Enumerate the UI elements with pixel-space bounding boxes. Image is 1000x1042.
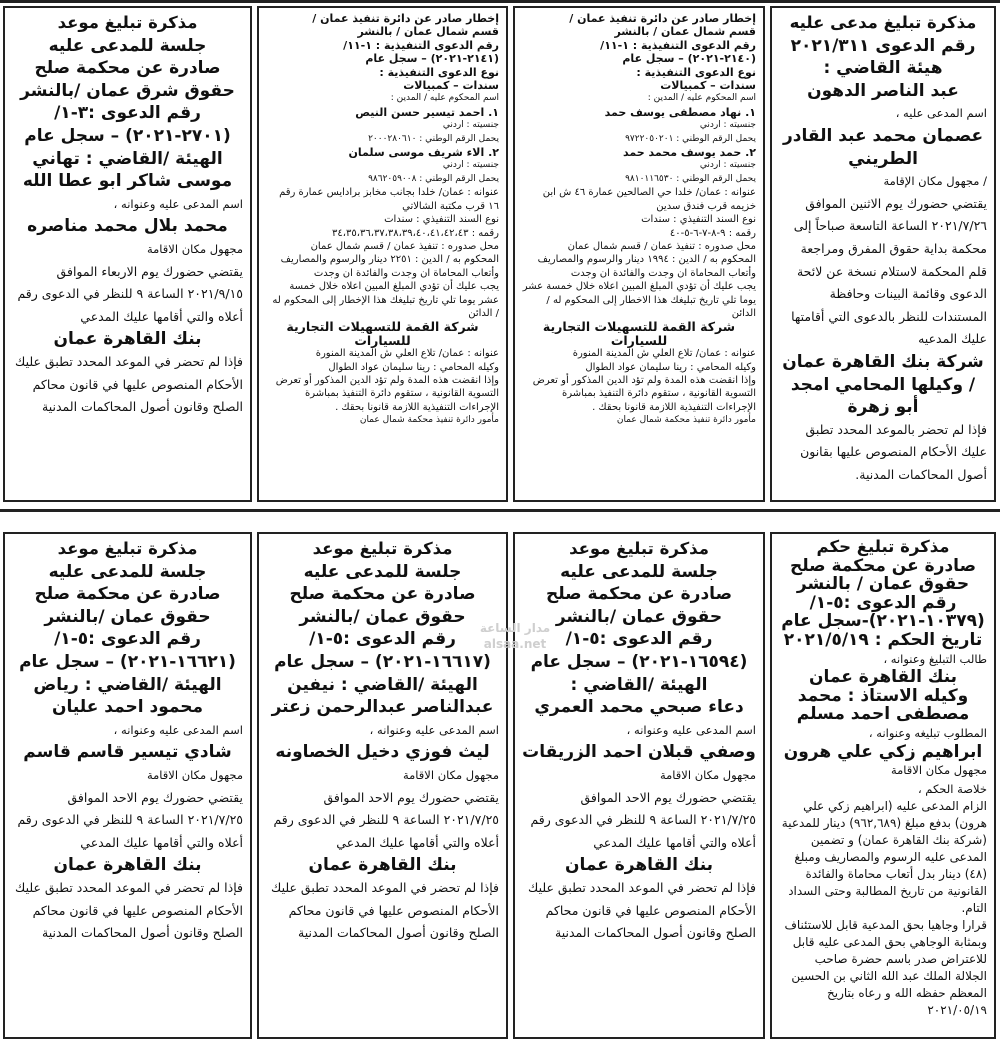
judge-name: عبد الناصر الدهون [807, 80, 959, 101]
notice-head: إخطار صادر عن دائرة تنفيذ عمان / [312, 12, 499, 25]
defendant-label: اسم المدعى عليه وعنوانه ، [369, 722, 499, 737]
judge-name: عبدالناصر عبدالرحمن زعتر [271, 697, 494, 718]
notice-appointment-1 [513, 532, 765, 1039]
bond-type: نوع السند التنفيذي : سندات [384, 214, 499, 226]
case-number: رقم الدعوى التنفيذية : ١-١١/ [343, 38, 499, 52]
panel-label: الهيئة /القاضي : رياض [33, 674, 222, 695]
debtor-2: ٢. الاء شريف موسى سلمان [348, 146, 499, 160]
case-register: (١٦٦٢١-٢٠٢١) – سجل عام [19, 651, 236, 672]
debtor-2-id: يحمل الرقم الوطني : ٩٨٦٢٠٥٩٠٠٨ [368, 173, 499, 184]
target-address: مجهول مكان الاقامة [890, 763, 987, 778]
panel-label: الهيئة /القاضي : [570, 674, 708, 695]
debtor-1: ١. احمد تيسير حسن النيص [355, 105, 499, 119]
notice-subtitle-2: حقوق عمان / بالنشر [796, 574, 970, 595]
case-number: رقم الدعوى :٥-١/ [565, 629, 713, 650]
notice-execution-2 [257, 6, 508, 502]
plaintiff-name: شركة بنك القاهرة عمان / وكيلها المحامي امجد أبو زهرة [782, 351, 984, 418]
notice-subtitle-1: جلسة للمدعى عليه [48, 35, 207, 56]
notice-appointment-top [3, 6, 252, 502]
notice-body: يقتضي حضورك يوم الاحد الموافق ٢٠٢١/٧/٢٥ الساعة ٩ للنظر في الدعوى رقم أعلاه والتي أقامها عليك المدعي [530, 789, 756, 850]
case-register: (١٦٥٩٤-٢٠٢١) – سجل عام [530, 651, 748, 672]
notice-title: مذكرة تبليغ موعد [57, 539, 198, 558]
plaintiff-name: بنك القاهرة عمان [308, 855, 457, 876]
case-number: رقم الدعوى ٢٠٢١/٣١١ [790, 35, 976, 56]
case-type: سندات – كمبيالات [403, 79, 499, 93]
defendant-name: شادي تيسير قاسم قاسم [23, 742, 232, 763]
target-label: المطلوب تبليغه وعنوانه ، [868, 725, 987, 740]
payment-demand: يجب عليك أن تؤدي المبلغ المبين اعلاه خلال خمسة عشر يوما تلي تاريخ تبليغك هذا الإخطار إلى المحكوم له / الدائن [272, 281, 499, 319]
case-register: (٢١٤٠-٢٠٢١) – سجل عام [622, 52, 756, 66]
creditor-address: عنوانه : عمان/ تلاع العلي ش المدينة المنورة [315, 348, 499, 360]
notice-judgment [770, 532, 996, 1039]
judge-name: موسى شاكر ابو عطا الله [22, 171, 233, 192]
summary-label: خلاصة الحكم ، [917, 781, 987, 796]
notice-body: يقتضي حضورك يوم الاثنين الموافق ٢٠٢١/٧/٢٦ الساعة التاسعة صباحاً إلى محكمة بداية حقوق المفرق ومراجعة قلم المحكمة لاستلام نسخة عن لائحة الدعوى وقائمة البينات وحافظة المستندات للنظر بالدعوى التي أقامتها عليك المدعيه [791, 195, 987, 347]
defendant-label: اسم المدعى عليه وعنوانه ، [113, 722, 243, 737]
debtor-1-id: يحمل الرقم الوطني : ٩٧٢٢٠٥٠٢٠١ [625, 133, 756, 144]
notice-subtitle-2: صادرة عن محكمة صلح [289, 584, 476, 605]
notice-appointment-3 [3, 532, 252, 1039]
watermark-latin: alsaa.net [483, 637, 547, 651]
debtor-address: عنوانه : عمان/ خلدا بجانب مخابز برادايس عمارة رقم ١٦ قرب مكتبة الشالاتي [279, 187, 499, 212]
bond-number: رقمه : ٣٤،٣٥،٣٦،٣٧،٣٨،٣٩،٤٠،٤١،٤٢،٤٣ [332, 227, 499, 239]
case-type: سندات – كمبيالات [660, 79, 756, 93]
notice-head-2: قسم شمال عمان / بالنشر [357, 25, 499, 39]
notice-subtitle-2: صادرة عن محكمة صلح [34, 584, 221, 605]
notice-closing: فإذا لم تحضر في الموعد المحدد تطبق عليك الأحكام المنصوص عليها في قانون محاكم الصلح وقانون أصول المحاكمات المدنية [15, 879, 243, 941]
notice-title: مذكرة تبليغ موعد [312, 539, 453, 558]
creditor-name: شركة القمة للتسهيلات التجارية للسيارات [286, 319, 479, 348]
notice-body: يقتضي حضورك يوم الاربعاء الموافق ٢٠٢١/٩/١٥ الساعة ٩ للنظر في الدعوى رقم أعلاه والتي أقامها عليك المدعي [17, 263, 243, 324]
issue-place: محل صدوره : تنفيذ عمان / قسم شمال عمان [567, 240, 756, 252]
notice-title: مذكرة تبليغ مدعى عليه [789, 13, 977, 32]
notice-subtitle-1: جلسة للمدعى عليه [303, 561, 462, 582]
notice-body: يقتضي حضورك يوم الاحد الموافق ٢٠٢١/٧/٢٥ الساعة ٩ للنظر في الدعوى رقم أعلاه والتي أقامها عليك المدعي [17, 789, 243, 850]
target-name: ابراهيم زكي علي هرون [783, 741, 983, 762]
judgment-verdict: قرارا وجاهيا بحق المدعية قابل للاستئناف وبمثابة الوجاهي بحق المدعى عليه قابل للاعتراض صدر باسم حضرة صاحب الجلالة الملك عبد الله الثاني بن الحسين المعظم حفظه الله و رعاه بتاريخ ٢٠٢١/٠٥/١٩ [784, 918, 987, 1018]
signature-line: مأمور دائرة تنفيذ محكمة شمال عمان [616, 415, 756, 426]
case-register: (٢١٤١-٢٠٢١) – سجل عام [365, 52, 499, 66]
bond-type: نوع السند التنفيذي : سندات [641, 214, 756, 226]
watermark-arabic: مدار الساعة [479, 621, 551, 635]
creditor-lawyer: وكيله المحامي : رينا سليمان عواد الطوال [585, 361, 756, 373]
case-number: رقم الدعوى :٣-١/ [54, 103, 201, 124]
defendant-label: اسم المدعى عليه وعنوانه ، [626, 722, 756, 737]
judge-name: محمود احمد عليان [51, 697, 204, 718]
notice-closing: فإذا لم تحضر في الموعد المحدد تطبق عليك الأحكام المنصوص عليها في قانون محاكم الصلح وقانون أصول المحاكمات المدنية [528, 879, 756, 941]
defendant-label: اسم المدعى عليه وعنوانه ، [113, 196, 243, 211]
debtor-1-id: يحمل الرقم الوطني : ٢٠٠٠٢٨٠٦١٠ [368, 133, 499, 144]
notice-head-2: قسم شمال عمان / بالنشر [614, 25, 756, 39]
debtor-2-nationality: جنسيته : اردني [699, 160, 756, 171]
plaintiff-name: بنك القاهرة عمان [53, 329, 202, 350]
case-number: رقم الدعوى :٥-١/ [309, 629, 456, 650]
debtor-1-nationality: جنسيته : اردني [699, 120, 756, 131]
notice-subtitle-3: حقوق شرق عمان /بالنشر [20, 80, 235, 101]
judgment-amount: المحكوم به / الدين : ٢٢٥١ دينار والرسوم والمصاريف وأتعاب المحاماة ان وجدت والفائدة ان وجدت [280, 254, 499, 279]
defendant-address: مجهول مكان الاقامة [146, 241, 243, 256]
notice-closing: فإذا لم تحضر في الموعد المحدد تطبق عليك الأحكام المنصوص عليها في قانون محاكم الصلح وقانون أصول المحاكمات المدنية [15, 353, 243, 415]
notice-head: إخطار صادر عن دائرة تنفيذ عمان / [569, 12, 756, 25]
judge-name: دعاء صبحي محمد العمري [534, 697, 744, 718]
notice-appointment-2 [257, 532, 508, 1039]
plaintiff-name: بنك القاهرة عمان [53, 855, 202, 876]
debtor-2-id: يحمل الرقم الوطني : ٩٨١٠١١٦٥٣٠ [625, 173, 756, 184]
notice-title: مذكرة تبليغ موعد [569, 539, 709, 558]
debtor-1-nationality: جنسيته : اردني [442, 120, 499, 131]
plaintiff-name: بنك القاهرة عمان [564, 855, 714, 876]
debtor-address: عنوانه : عمان/ خلدا حي الصالحين عمارة ٤٦ ش ابن خزيمه قرب فندق سدين [542, 187, 756, 212]
case-number: رقم الدعوى :٥-١/ [809, 592, 957, 613]
issue-place: محل صدوره : تنفيذ عمان / قسم شمال عمان [310, 240, 499, 252]
notice-subtitle-3: حقوق عمان /بالنشر [44, 606, 211, 627]
panel-label: الهيئة /القاضي : تهاني [32, 148, 223, 169]
payment-demand: يجب عليك أن تؤدي المبلغ المبين اعلاه خلال خمسة عشر يوما تلي تاريخ تبليغك هذا الاخطار إلى المحكوم له / الدائن [522, 281, 756, 319]
top-rule [0, 0, 1000, 3]
judgment-body: الزام المدعى عليه (ابراهيم زكي علي هرون) بدفع مبلغ (٩٦٢,٦٨٩) دينار للمدعية (شركة بنك القاهرة عمان) و تضمين المدعى عليه الرسوم والمصاريف ومبلغ (٤٨) دينار بدل أتعاب محاماة والفائدة القانونية من تاريخ المطالبة وحتى السداد التام. [781, 799, 987, 916]
case-number: رقم الدعوى :٥-١/ [54, 629, 201, 650]
case-number: رقم الدعوى التنفيذية : ١-١١/ [600, 38, 756, 52]
middle-rule [0, 509, 1000, 512]
notice-subtitle-1: جلسة للمدعى عليه [560, 561, 718, 582]
notice-subtitle-3: حقوق عمان /بالنشر [299, 606, 466, 627]
notice-subtitle-1: جلسة للمدعى عليه [48, 561, 207, 582]
debtor-1: ١. نهاد مصطفى يوسف حمد [604, 105, 756, 119]
case-type-label: نوع الدعوى التنفيذية : [379, 65, 499, 79]
defendant-name: وصفي قبلان احمد الزريقات [522, 742, 756, 763]
notice-execution-1 [513, 6, 765, 502]
notice-subtitle-2: صادرة عن محكمة صلح [34, 58, 221, 79]
requester-name: بنك القاهرة عمان [808, 667, 958, 688]
notice-title: مذكرة تبليغ موعد [57, 13, 198, 32]
defendant-address: مجهول مكان الاقامة [146, 767, 243, 782]
defendant-name: عصمان محمد عبد القادر الطريني [782, 125, 984, 169]
creditor-address: عنوانه : عمان/ تلاع العلي ش المدينة المنورة [572, 348, 756, 360]
defendant-name: ليث فوزي دخيل الخصاونه [275, 742, 490, 763]
debtor-2: ٢. حمد يوسف محمد حمد [623, 146, 756, 160]
notice-title: مذكرة تبليغ حكم [816, 537, 950, 556]
debtor-2-nationality: جنسيته : اردني [442, 160, 499, 171]
notice-subtitle-3: حقوق عمان /بالنشر [555, 606, 723, 627]
panel-label: الهيئة /القاضي : نيفين [287, 674, 478, 695]
defendant-name: محمد بلال محمد مناصره [27, 216, 228, 237]
defendant-address: / مجهول مكان الإقامة [883, 174, 987, 189]
notice-subtitle-2: صادرة عن محكمة صلح [545, 584, 732, 605]
warning-text: وإذا انقضت هذه المدة ولم تؤد الدين المذكور أو تعرض التسوية القانونية ، ستقوم دائرة التنفيذ بمباشرة الإجراءات التنفيذية اللازمة قانونا بحقك . [275, 374, 499, 413]
panel-label: هيئة القاضي : [823, 58, 943, 79]
notice-closing: فإذا لم تحضر بالموعد المحدد تطبق عليك الأحكام المنصوص عليها بقانون أصول المحاكمات المدنية. [800, 421, 987, 482]
creditor-lawyer: وكيله المحامي : رينا سليمان عواد الطوال [328, 361, 499, 373]
watermark [470, 620, 560, 652]
requester-label: طالب التبليغ وعنوانه ، [883, 651, 987, 666]
judgment-amount: المحكوم به / الدين : ١٩٩٤ دينار والرسوم والمصاريف وأتعاب المحاماة ان وجدت والفائدة ان وجدت [537, 254, 756, 279]
defendant-address: مجهول مكان الاقامة [402, 767, 499, 782]
debtor-label: اسم المحكوم عليه / المدين : [390, 93, 499, 104]
case-register: (١٦٦١٧-٢٠٢١) – سجل عام [274, 651, 491, 672]
notice-summons-defendant [770, 6, 996, 502]
defendant-address: مجهول مكان الاقامة [659, 767, 756, 782]
requester-lawyer: وكيله الاستاذ : محمد مصطفى احمد مسلم [796, 685, 970, 725]
debtor-label: اسم المحكوم عليه / المدين : [647, 93, 756, 104]
notice-subtitle-1: صادرة عن محكمة صلح [789, 555, 976, 576]
notice-closing: فإذا لم تحضر في الموعد المحدد تطبق عليك الأحكام المنصوص عليها في قانون محاكم الصلح وقانون أصول المحاكمات المدنية [271, 879, 499, 941]
case-register: (١٠٣٧٩-٢٠٢١)-سجل عام [781, 611, 985, 632]
creditor-name: شركة القمة للتسهيلات التجارية للسيارات [542, 319, 736, 348]
case-register: (٢٧٠١-٢٠٢١) – سجل عام [24, 125, 231, 146]
notice-body: يقتضي حضورك يوم الاحد الموافق ٢٠٢١/٧/٢٥ الساعة ٩ للنظر في الدعوى رقم أعلاه والتي أقامها عليك المدعي [273, 789, 499, 850]
defendant-label: اسم المدعى عليه ، [895, 106, 987, 121]
signature-line: مأمور دائرة تنفيذ محكمة شمال عمان [359, 415, 499, 426]
judgment-date: تاريخ الحكم : ٢٠٢١/٥/١٩ [783, 629, 983, 650]
bond-number: رقمه : ٩-٨-٧-٦-٥-٤٠ [669, 227, 756, 239]
case-type-label: نوع الدعوى التنفيذية : [636, 65, 756, 79]
warning-text: وإذا انقضت هذه المدة ولم تؤد الدين المذكور أو تعرض التسوية القانونية ، ستقوم دائرة التنفيذ بمباشرة الإجراءات التنفيذية اللازمة قانونا بحقك . [532, 374, 756, 413]
